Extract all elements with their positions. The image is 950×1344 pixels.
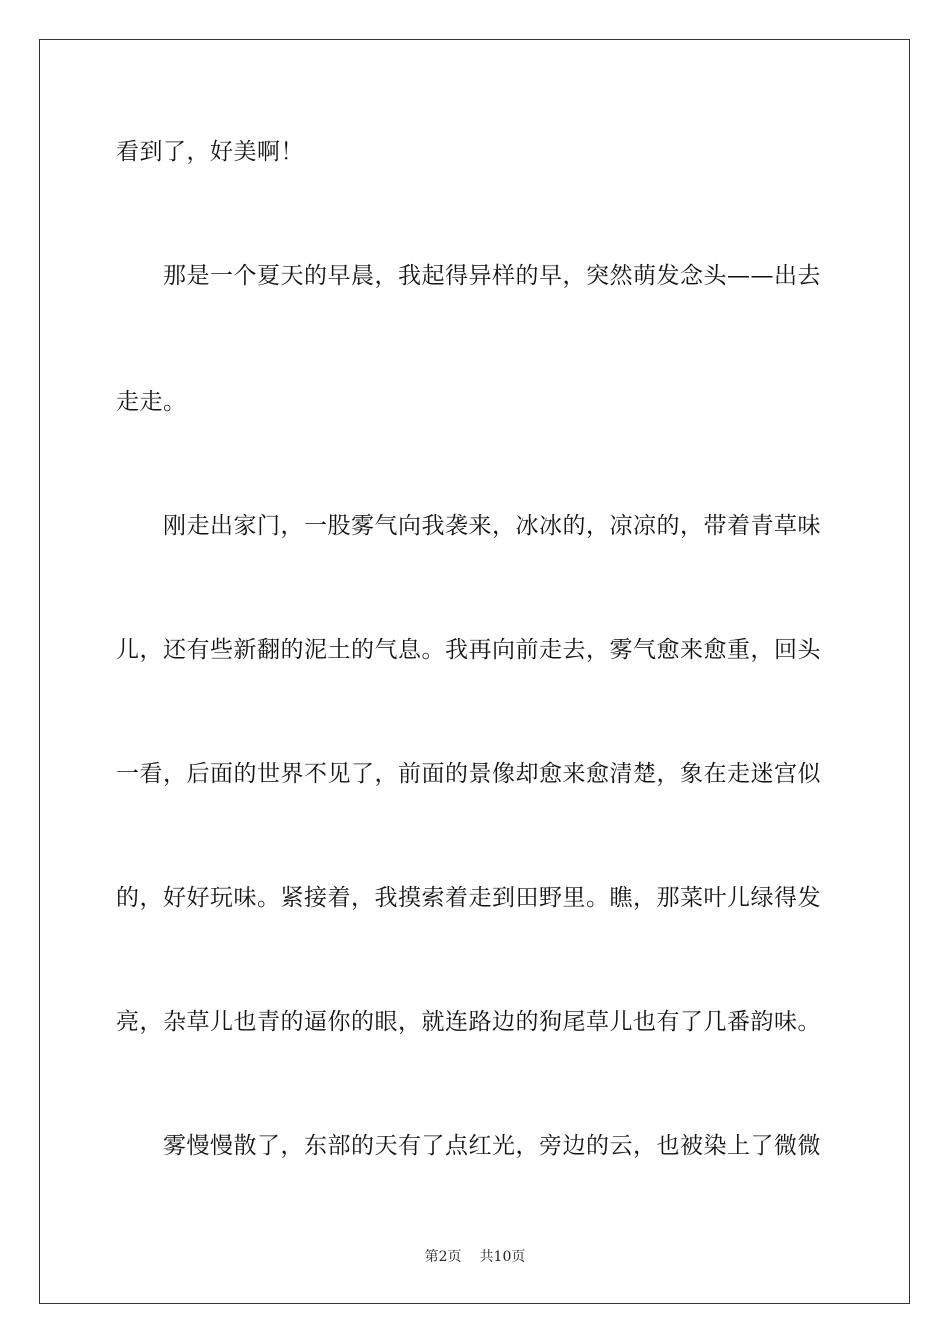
paragraph-start-line: 刚走出家门，一股雾气向我袭来，冰冰的，凉凉的，带着青草味	[163, 513, 821, 539]
paragraph-start-line: 雾慢慢散了，东部的天有了点红光，旁边的云，也被染上了微微	[163, 1133, 821, 1159]
text-line: 儿，还有些新翻的泥土的气息。我再向前走去，雾气愈来愈重，回头	[116, 637, 821, 663]
text-line: 亮，杂草儿也青的逼你的眼，就连路边的狗尾草儿也有了几番韵味。	[116, 1009, 821, 1035]
page-border	[39, 39, 910, 1304]
page-total: 共10页	[479, 1249, 526, 1265]
text-line: 的，好好玩味。紧接着，我摸索着走到田野里。瞧，那菜叶儿绿得发	[116, 885, 821, 911]
page-number: 第2页	[424, 1249, 462, 1265]
text-line: 走走。	[116, 389, 187, 415]
text-line: 看到了，好美啊！	[116, 139, 304, 165]
page-footer	[0, 1248, 950, 1266]
text-line: 一看，后面的世界不见了，前面的景像却愈来愈清楚，象在走迷宫似	[116, 761, 821, 787]
paragraph-start-line: 那是一个夏天的早晨，我起得异样的早，突然萌发念头——出去	[163, 263, 821, 289]
